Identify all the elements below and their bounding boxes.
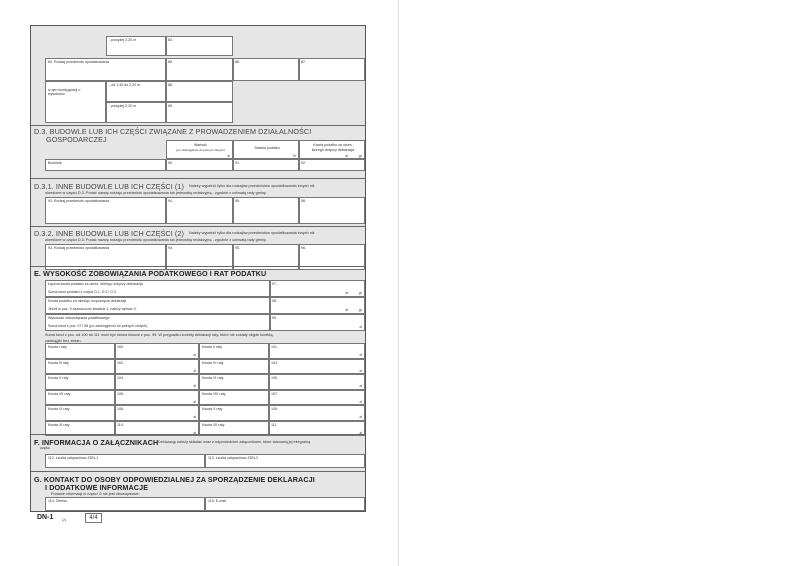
d3-value-header-text: Wartość: [193, 143, 208, 147]
field-113-label: 113. Liczba załączników ZDN-2: [208, 456, 259, 460]
field-99-num: 99.: [272, 316, 277, 320]
d3-value-unit: zł: [227, 154, 230, 158]
d3-row-label: Budowle: [48, 161, 62, 165]
section-e-title: E. WYSOKOŚĆ ZOBOWIĄZANIA PODATKOWEGO I RAT PODATKU: [34, 269, 267, 278]
installment-field-num: 101.: [271, 345, 278, 349]
installment-unit: zł: [359, 353, 362, 357]
field-91[interactable]: [233, 159, 299, 171]
field-98[interactable]: [270, 297, 365, 314]
d32-field-96-num: 96.: [301, 246, 306, 250]
section-d31-note-1: Należy wypełnić tylko dla rodzajów przedmiotów opodatkowania innych niż: [189, 184, 315, 188]
installment-label: [199, 359, 269, 375]
field-85[interactable]: [166, 58, 233, 81]
section-e-note-1: Suma kwot z poz. od 100 do 111 musi być równa kwocie z poz. 99. W przypadku korekty deklaracji raty, które nie zostały objęte korektą,: [45, 333, 274, 337]
installment-field-num: 100.: [117, 345, 124, 349]
installment-field[interactable]: [115, 343, 199, 359]
d3-tax-unit-zl: zł: [345, 154, 348, 158]
field-113[interactable]: [205, 454, 365, 468]
installment-field[interactable]: [115, 405, 199, 421]
installment-label-text: Kwota VII raty: [48, 391, 71, 396]
section-d32-title: D.3.2. INNE BUDOWLE LUB ICH CZĘŚCI (2): [34, 229, 184, 238]
d3-rate-header-text: Stawka podatku: [254, 146, 280, 150]
field-91-num: 91.: [235, 161, 240, 165]
installment-field-num: 108.: [117, 407, 124, 411]
field-98-unit-zl: zł: [345, 308, 348, 312]
installment-unit: zł: [193, 368, 196, 373]
field-92-num: 92.: [301, 161, 306, 165]
field-84-label: 84. Rodzaj przedmiotu opodatkowania: [48, 60, 110, 64]
section-d31-rule: [31, 178, 366, 179]
field-89[interactable]: [166, 102, 233, 123]
installment-field[interactable]: [115, 374, 199, 390]
field-88[interactable]: [166, 81, 233, 102]
d3-rate-unit: %: [292, 154, 296, 158]
field-97-unit-zl: zł: [345, 291, 348, 295]
installment-unit: zł: [359, 415, 362, 419]
installment-field-num: 104.: [117, 376, 124, 380]
installment-field-num: 109.: [271, 407, 278, 411]
field-97-unit-gr: gr: [358, 291, 362, 295]
row-88-label: - od 1,40 do 2,20 m: [109, 83, 141, 87]
installment-label: [45, 343, 115, 359]
installment-unit: zł: [359, 384, 362, 388]
section-f-note-2: część.: [40, 446, 51, 450]
installment-field-num: 110.: [117, 422, 124, 427]
field-97[interactable]: [270, 280, 365, 297]
installment-label: [45, 359, 115, 375]
d31-field-94[interactable]: [166, 197, 233, 224]
installment-label: [199, 405, 269, 421]
installment-label-text: Kwota X raty: [202, 407, 223, 411]
e-99-line1: Wysokość zobowiązania podatkowego: [48, 316, 110, 320]
storey-height-label-box: [45, 81, 106, 123]
e-97-line2: Suma kwot podatku z części D.1, D.2 i D.3: [48, 290, 116, 294]
field-87-num: 87.: [301, 60, 306, 64]
installment-label-text: Kwota IV raty: [202, 360, 224, 365]
d3-rate-header: [233, 140, 299, 159]
d31-field-95-num: 95.: [235, 199, 240, 203]
section-g-title-1: G. KONTAKT DO OSOBY ODPOWIEDZIALNEJ ZA SPORZĄDZENIE DEKLARACJI: [34, 475, 315, 484]
section-d3-title-1: D.3. BUDOWLE LUB ICH CZĘŚCI ZWIĄZANE Z PROWADZENIEM DZIAŁALNOŚCI: [34, 127, 312, 136]
installment-label-text: Kwota VIII raty: [202, 391, 226, 396]
installment-label: [199, 343, 269, 359]
storey-height-label: w tym kondygnacji o wysokości:: [48, 88, 81, 96]
section-f-title: F. INFORMACJA O ZAŁĄCZNIKACH: [34, 438, 159, 447]
field-98-unit-gr: gr: [358, 308, 362, 312]
installment-label-text: Kwota XI raty: [48, 422, 70, 427]
section-d31-note-2: określone w części D.3. Podać nazwę rodzaju przedmiotu opodatkowania lub jednostkę redakcyjną - zgodnie z uchwałą rady gminy.: [45, 191, 267, 195]
installment-unit: zł: [359, 399, 362, 404]
d3-tax-unit-gr: gr: [358, 154, 362, 158]
field-85-num: 85.: [168, 60, 173, 64]
field-87[interactable]: [299, 58, 365, 81]
installment-field-num: 111.: [271, 422, 278, 427]
form-code: DN-1: [37, 514, 54, 521]
e-97-desc: [45, 280, 270, 297]
row-above-label-box: [106, 36, 166, 56]
field-84[interactable]: [45, 58, 166, 81]
installment-unit: zł: [193, 384, 196, 388]
field-83-num: 83.: [168, 38, 173, 42]
field-115-label: 115. E-mail: [208, 499, 226, 503]
section-e-note-2: zaokrąglić bez zmian.: [45, 339, 82, 343]
form-page: [30, 25, 366, 512]
installment-unit: zł: [193, 415, 196, 419]
d31-field-95[interactable]: [233, 197, 299, 224]
installment-field[interactable]: [269, 374, 365, 390]
installment-label: [45, 374, 115, 390]
section-d3-rule: [31, 125, 366, 126]
section-g-rule: [31, 471, 366, 472]
field-112[interactable]: [45, 454, 205, 468]
installment-label: [199, 390, 269, 406]
installment-label-text: Kwota III raty: [48, 360, 69, 365]
field-99-unit-zl: zł: [359, 325, 362, 329]
installment-unit: zł: [193, 430, 196, 435]
section-f-rule: [31, 434, 366, 435]
installment-label: [45, 390, 115, 406]
d32-field-95-num: 95.: [235, 246, 240, 250]
field-112-label: 112. Liczba załączników ZDN-1: [48, 456, 99, 460]
d32-field-94-num: 94.: [168, 246, 173, 250]
section-e-rule: [31, 266, 366, 267]
d31-field-94-num: 94.: [168, 199, 173, 203]
installment-field[interactable]: [115, 359, 199, 375]
installment-field-num: 106.: [117, 391, 124, 396]
installment-label-text: Kwota VI raty: [202, 376, 224, 380]
installment-label: [199, 374, 269, 390]
field-99[interactable]: [270, 314, 365, 331]
field-89-num: 89.: [168, 104, 173, 108]
installment-unit: zł: [193, 353, 196, 357]
field-114-label: 114. Telefon: [48, 499, 68, 503]
e-97-line1: Łączna kwota podatku za okres, którego dotyczy deklaracja: [48, 282, 143, 286]
field-114[interactable]: [45, 497, 205, 511]
row-89-label-box: [106, 102, 166, 123]
installment-field[interactable]: [269, 390, 365, 406]
installment-field[interactable]: [115, 390, 199, 406]
form-version: (2): [62, 518, 67, 522]
section-d3-title-2: GOSPODARCZEJ: [46, 135, 107, 144]
section-d32-note-1: Należy wypełnić tylko dla rodzajów przedmiotów opodatkowania innych niż: [189, 231, 315, 235]
d3-row-label-box: [45, 159, 166, 171]
page-divider: [398, 0, 399, 566]
d3-tax-header-text: Kwota podatku za okres,: [313, 143, 353, 147]
d32-field-93-label: 93. Rodzaj przedmiotu opodatkowania: [48, 246, 110, 250]
row-89-label: - powyżej 2,20 m: [109, 104, 137, 108]
field-86[interactable]: [233, 58, 299, 81]
e-98-line2: Jeżeli w poz. 5 zaznaczono kwadrat 1, należy wpisać 0.: [48, 307, 137, 311]
field-88-num: 88.: [168, 83, 173, 87]
installment-field[interactable]: [269, 405, 365, 421]
installment-field-num: 103.: [271, 360, 278, 365]
installment-unit: zł: [359, 368, 362, 373]
d31-field-93[interactable]: [45, 197, 166, 224]
field-92[interactable]: [299, 159, 365, 171]
installment-label-text: Kwota I raty: [48, 345, 67, 349]
d3-tax-header-sub: którego dotyczy deklaracja: [311, 148, 355, 152]
installment-label: [45, 405, 115, 421]
e-98-line1: Kwota podatku za miesiąc rozpoczęcia deklaracji: [48, 299, 127, 303]
section-d31-title: D.3.1. INNE BUDOWLE LUB ICH CZĘŚCI (1): [34, 182, 184, 191]
installment-unit: zł: [359, 430, 362, 435]
installment-field-num: 107.: [271, 391, 278, 396]
row-above-label: - powyżej 2,20 m: [109, 38, 137, 42]
section-g-title-2: I DODATKOWE INFORMACJE: [45, 483, 149, 492]
field-97-num: 97.: [272, 282, 277, 286]
e-99-line2: Suma kwot z poz. 97 i 98 (po zaokrągleniu do pełnych złotych): [48, 324, 148, 328]
installment-field-num: 105.: [271, 376, 278, 380]
row-88-label-box: [106, 81, 166, 102]
installment-unit: zł: [193, 399, 196, 404]
d31-field-96-num: 96.: [301, 199, 306, 203]
section-f-note-1: Deklarację należy składać wraz z odpowiednimi załącznikami, które stanowią jej integralną: [158, 440, 311, 444]
field-115[interactable]: [205, 497, 365, 511]
d3-value-header: [166, 140, 233, 159]
d3-tax-header: [299, 140, 365, 159]
field-98-num: 98.: [272, 299, 277, 303]
section-d32-rule: [31, 226, 366, 227]
installment-field[interactable]: [269, 343, 365, 359]
installment-label-text: Kwota IX raty: [48, 407, 70, 411]
installment-label-text: Kwota XII raty: [202, 422, 225, 427]
field-86-num: 86.: [235, 60, 240, 64]
installment-field-num: 102.: [117, 360, 124, 365]
section-d32-note-2: określone w części D.3. Podać nazwę rodzaju przedmiotu opodatkowania lub jednostkę redakcyjną - zgodnie z uchwałą rady gminy.: [45, 238, 267, 242]
installment-field[interactable]: [269, 359, 365, 375]
field-83[interactable]: [166, 36, 233, 56]
installment-label-text: Kwota II raty: [202, 345, 222, 349]
page-number: 4/4: [85, 513, 102, 523]
section-g-note: Podanie informacji w części G nie jest obowiązkowe.: [51, 492, 140, 496]
field-90[interactable]: [166, 159, 233, 171]
d31-field-93-label: 93. Rodzaj przedmiotu opodatkowania: [48, 199, 110, 203]
installment-label-text: Kwota V raty: [48, 376, 69, 380]
d31-field-96[interactable]: [299, 197, 365, 224]
e-99-desc: [45, 314, 270, 331]
d3-value-header-sub: (po zaokrągleniu do pełnych złotych): [176, 148, 225, 152]
field-90-num: 90.: [168, 161, 173, 165]
e-98-desc: [45, 297, 270, 314]
